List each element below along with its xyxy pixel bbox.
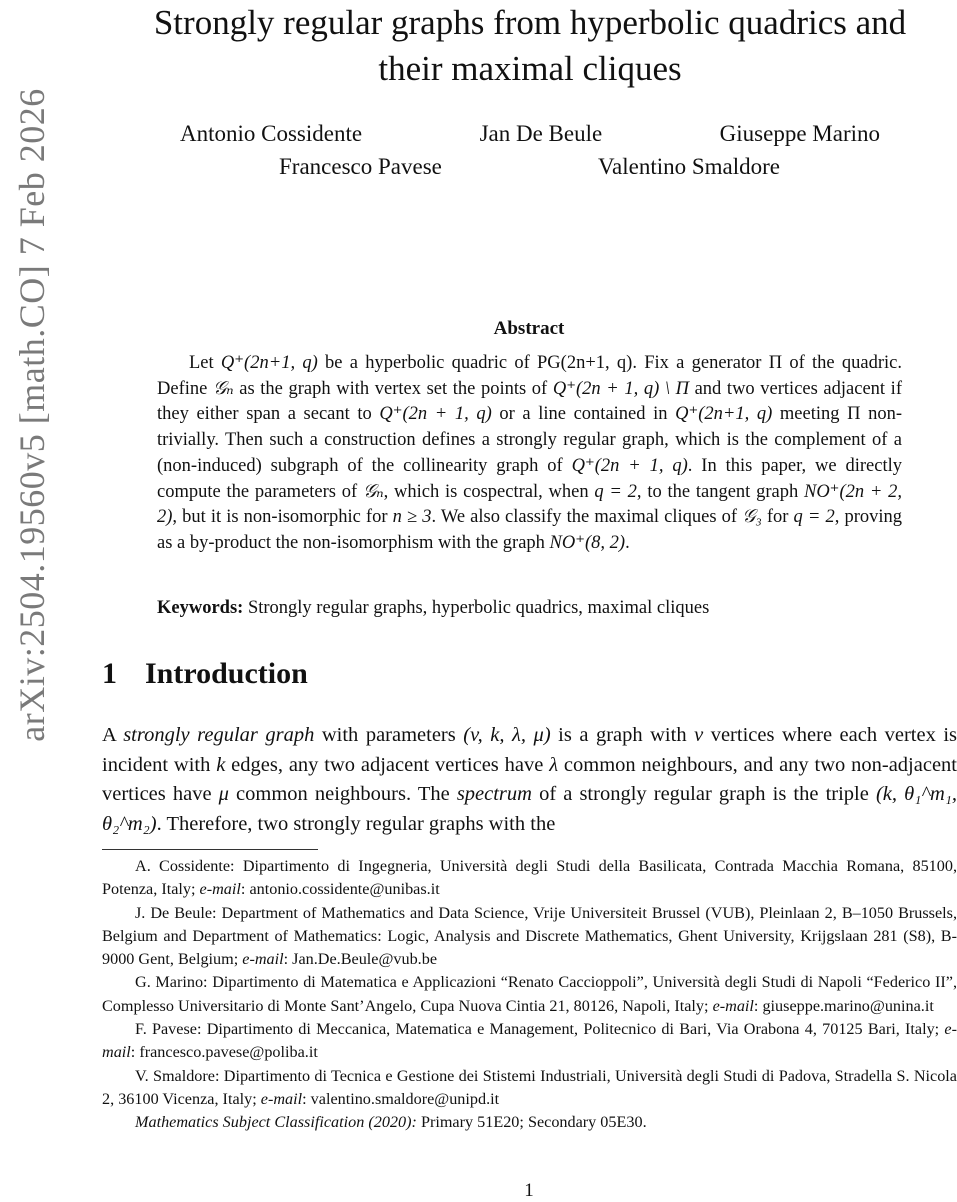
keywords-list: Strongly regular graphs, hyperbolic quadrics, maximal cliques bbox=[247, 598, 710, 618]
section-title: Introduction bbox=[145, 657, 308, 690]
arxiv-identifier: arXiv:2504.19560v5 [math.CO] 7 Feb 2026 bbox=[12, 88, 52, 742]
paper-title bbox=[80, 0, 957, 92]
footnotes bbox=[102, 855, 957, 1135]
abstract-heading: Abstract bbox=[493, 318, 565, 339]
arxiv-stamp bbox=[0, 0, 64, 830]
keywords bbox=[157, 596, 902, 621]
section-number: 1 bbox=[102, 657, 117, 690]
keywords-label: Keywords: bbox=[157, 598, 244, 618]
author-name: Francesco Pavese bbox=[279, 154, 442, 179]
footnote-smaldore: V. Smaldore: Dipartimento di Tecnica e Gestione dei Stistemi Industriali, Università degli Studi di Padova, Stradella S. Nicola 2, 36100 Vicenza, Italy; e-mail: valentino.smaldore@unipd.it bbox=[102, 1066, 957, 1108]
authors-row-1 bbox=[180, 119, 880, 149]
title-line-1: Strongly regular graphs from hyperbolic quadrics and bbox=[153, 3, 907, 42]
author-name: Antonio Cossidente bbox=[180, 121, 363, 146]
footnote-marino: G. Marino: Dipartimento di Matematica e Applicazioni “Renato Caccioppoli”, Università degli Studi di Napoli “Federico II”, Complesso Universitario di Monte Sant’Angelo, Cupa Nuova Cintia 21, 80126, Napoli, Italy; e-mail: giuseppe.marino@unina.it bbox=[102, 973, 957, 1015]
footnote-pavese: F. Pavese: Dipartimento di Meccanica, Matematica e Management, Politecnico di Bari, Via Orabona 4, 70125 Bari, Italy; e-mail: francesco.pavese@poliba.it bbox=[102, 1020, 957, 1062]
section-heading-introduction bbox=[102, 657, 308, 691]
footnote-rule bbox=[102, 849, 318, 850]
abstract-text: Let Q⁺(2n+1, q) be a hyperbolic quadric of PG(2n+1, q). Fix a generator Π of the quadric. Define 𝒢ₙ as the graph with vertex set the points of Q⁺(2n + 1, q) \ Π and two vertices adjacent if they either span a secant to Q⁺(2n + 1, q) or a line contained in Q⁺(2n+1, q) meeting Π non-trivially. Then such a construction defines a strongly regular graph, which is the complement of a (non-induced) subgraph of the collinearity graph of Q⁺(2n + 1, q). In this paper, we directly compute the parameters of 𝒢ₙ, which is cospectral, when q = 2, to the tangent graph NO⁺(2n + 2, 2), but it is non-isomorphic for n ≥ 3. We also classify the maximal cliques of 𝒢₃ for q = 2, proving as a by-product the non-isomorphism with the graph NO⁺(8, 2). bbox=[157, 353, 903, 553]
title-line-2: their maximal cliques bbox=[378, 49, 682, 88]
footnote-de-beule: J. De Beule: Department of Mathematics and Data Science, Vrije Universiteit Brussel (VUB), Pleinlaan 2, B–1050 Brussels, Belgium and Department of Mathematics: Logic, Analysis and Discrete Mathematics, Ghent University, Krijgslaan 281 (S8), B-9000 Gent, Belgium; e-mail: Jan.De.Beule@vub.be bbox=[102, 903, 957, 969]
introduction-paragraph: A strongly regular graph with parameters (v, k, λ, μ) is a graph with v vertices where each vertex is incident with k edges, any two adjacent vertices have λ common neighbours, and any two non-adjacent vertices have μ common neighbours. The spectrum of a strongly regular graph is the triple (k, θ₁^m₁, θ₂^m₂). Therefore, two strongly regular graphs with the bbox=[102, 724, 957, 835]
footnote-cossidente: A. Cossidente: Dipartimento di Ingegneria, Università degli Studi della Basilicata, Contrada Macchia Romana, 85100, Potenza, Italy; e-mail: antonio.cossidente@unibas.it bbox=[102, 857, 957, 899]
author-name: Giuseppe Marino bbox=[719, 121, 880, 146]
author-name: Jan De Beule bbox=[479, 121, 603, 146]
author-name: Valentino Smaldore bbox=[597, 154, 780, 179]
authors-row-2 bbox=[279, 152, 780, 182]
msc-classification: Mathematics Subject Classification (2020): Primary 51E20; Secondary 05E30. bbox=[135, 1113, 647, 1132]
page-number: 1 bbox=[524, 1180, 534, 1201]
